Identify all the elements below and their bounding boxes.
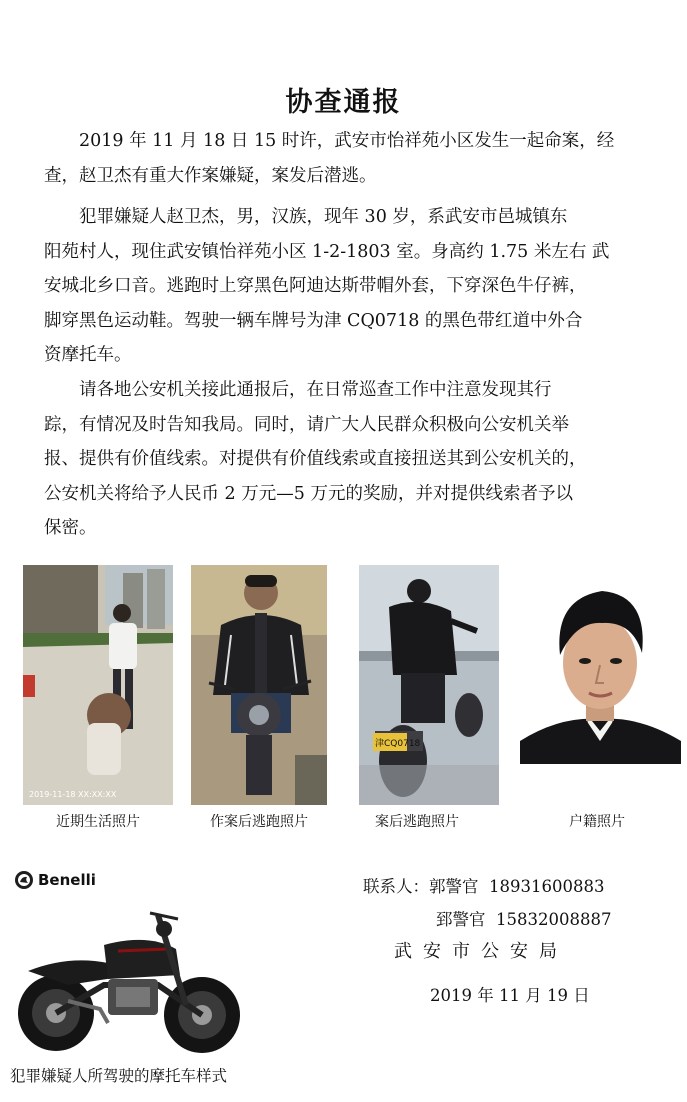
paragraph-suspect — [44, 200, 644, 373]
paragraph-line: 查，赵卫杰有重大作案嫌疑，案发后潜逃。 — [44, 165, 377, 186]
paragraph-line: 请各地公安机关接此通报后，在日常巡查工作中注意发现其行 — [79, 380, 552, 400]
recent-life-photo-image — [23, 565, 173, 805]
motorcycle-caption: 犯罪嫌疑人所驾驶的摩托车样式 — [10, 1067, 228, 1085]
escape-after-crime-photo-caption: 作案后逃跑照片 — [210, 814, 308, 830]
paragraph-line: 踪，有情况及时告知我局。同时，请广大人民群众积极向公安机关举 — [44, 414, 569, 435]
paragraph-line: 公安机关将给予人民币 2 万元—5 万元的奖励，并对提供线索者予以 — [44, 483, 573, 504]
notice-title: 协查通报 — [285, 87, 402, 118]
contact-phone: 15832008887 — [496, 910, 612, 929]
license-plate: 津CQ0718 — [375, 739, 421, 749]
after-case-escape-photo — [359, 565, 499, 805]
issue-date: 2019 年 11 月 19 日 — [430, 986, 590, 1005]
issuing-bureau: 武安市公安局 — [394, 941, 568, 962]
paragraph-incident — [44, 124, 644, 193]
paragraph-line: 报、提供有价值线索。对提供有价值线索或直接扭送其到公安机关的， — [44, 449, 587, 469]
contact-name: 郅警官 — [436, 910, 486, 929]
benelli-brand-text: Benelli — [38, 871, 96, 889]
benelli-logo — [14, 870, 96, 890]
contact-phone: 18931600883 — [489, 877, 605, 896]
motorcycle-image — [8, 905, 248, 1063]
contact-line-1 — [363, 873, 604, 897]
household-registration-photo-caption: 户籍照片 — [569, 814, 625, 830]
cctv-timestamp: 2019-11-18 XX:XX:XX — [29, 790, 117, 799]
motorcycle-illustration — [8, 905, 248, 1063]
paragraph-line: 保密。 — [44, 518, 97, 538]
paragraph-line: 2019 年 11 月 18 日 15 时许，武安市怡祥苑小区发生一起命案，经 — [79, 131, 615, 151]
household-registration-photo — [520, 581, 681, 764]
contact-name: 郭警官 — [429, 877, 479, 896]
after-case-escape-photo-caption: 案后逃跑照片 — [375, 814, 459, 830]
escape-after-crime-photo-image — [191, 565, 327, 805]
benelli-lion-icon — [14, 870, 34, 890]
paragraph-request — [44, 373, 644, 546]
recent-life-photo — [23, 565, 173, 805]
after-case-escape-photo-image — [359, 565, 499, 805]
paragraph-line: 资摩托车。 — [44, 345, 132, 365]
paragraph-line: 阳苑村人，现住武安镇怡祥苑小区 1-2-1803 室。身高约 1.75 米左右 武 — [44, 241, 610, 262]
paragraph-line: 犯罪嫌疑人赵卫杰，男，汉族，现年 30 岁，系武安市邑城镇东 — [79, 207, 568, 227]
paragraph-line: 脚穿黑色运动鞋。驾驶一辆车牌号为津 CQ0718 的黑色带红道中外合 — [44, 310, 583, 331]
contact-line-2 — [436, 906, 611, 930]
escape-after-crime-photo — [191, 565, 327, 805]
paragraph-line: 安城北乡口音。逃跑时上穿黑色阿迪达斯带帽外套，下穿深色牛仔裤， — [44, 276, 587, 296]
household-registration-photo-image — [520, 581, 681, 764]
contact-label: 联系人： — [363, 877, 429, 896]
recent-life-photo-caption: 近期生活照片 — [56, 814, 140, 830]
